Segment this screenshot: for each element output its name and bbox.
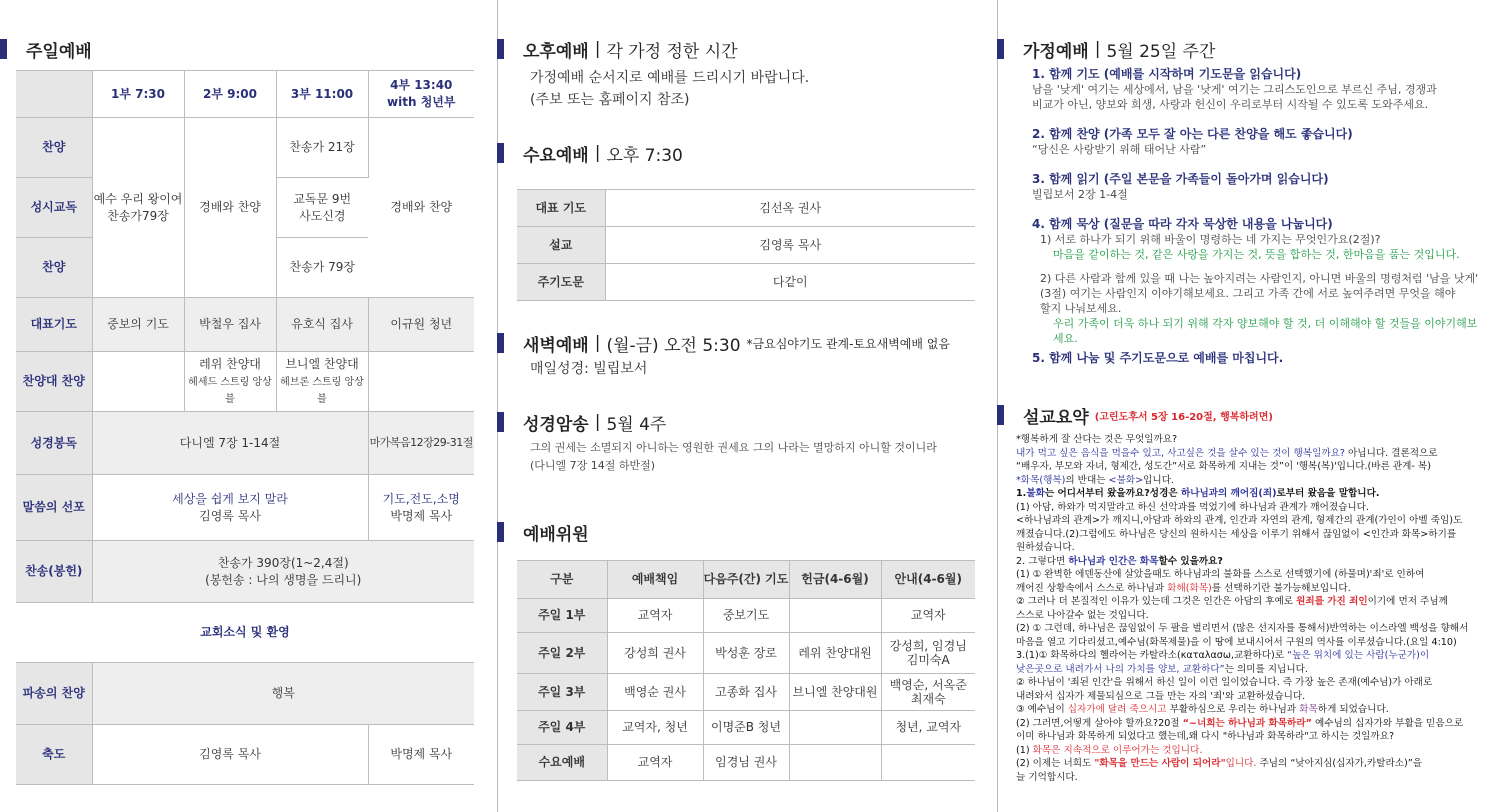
family-step3 bbox=[1032, 172, 1482, 202]
summary-span: 화목 bbox=[1139, 555, 1159, 567]
summary-span: (2) 그러면,어떻게 살아야 할까요?20절 bbox=[1016, 717, 1183, 729]
choir-2-sub: 헤세드 스트링 앙상블 bbox=[188, 376, 272, 405]
s1-praise: 예수 우리 왕이여 찬송가79장 bbox=[92, 118, 184, 298]
section-marker bbox=[0, 39, 7, 59]
summary-span: *화목(행복) bbox=[1016, 474, 1066, 486]
summary-line bbox=[1016, 757, 1476, 771]
summary-span: 주님의 “낮아지심(십자가,카탈라소)”을 bbox=[1256, 758, 1423, 769]
committee-cell: 강성희, 임경님 김미숙A bbox=[881, 633, 975, 674]
section-marker bbox=[997, 39, 1004, 59]
row-label-scripture: 성경봉독 bbox=[16, 412, 92, 475]
prayer-3: 유호식 집사 bbox=[276, 298, 368, 352]
summary-span: 를 선택하기란 불가능해보입니다. bbox=[1211, 582, 1351, 594]
wed-key: 주기도문 bbox=[517, 264, 605, 301]
afternoon-title: 오후예배 bbox=[523, 41, 589, 62]
scripture-4: 마가복음12장29-31절 bbox=[368, 412, 474, 475]
memory-section-title bbox=[497, 410, 666, 434]
choir-2 bbox=[184, 352, 276, 412]
summary-line: (2) ① 그런데, 하나님은 끊임없이 두 팔을 벌리면서 (많은 선지자를 통해서)반역하는 이스라엘 백성을 향해서 bbox=[1016, 623, 1469, 634]
dawn-title: 새벽예배 bbox=[523, 335, 589, 356]
summary-span: <불화> bbox=[1108, 474, 1144, 486]
choir-3-sub: 헤브론 스트링 앙상블 bbox=[280, 376, 364, 405]
summary-span: 입니다. bbox=[1143, 474, 1175, 486]
section-marker bbox=[497, 522, 504, 542]
summary-line: 원하셨습니다. bbox=[1016, 542, 1075, 553]
family-step2 bbox=[1032, 127, 1482, 157]
committee-cell: 주일 3부 bbox=[517, 674, 607, 711]
summary-span: 예수님의 십자가와 부활을 믿음으로 bbox=[1311, 717, 1464, 729]
summary-span: 내가 먹고 싶은 음식을 먹을수 있고, 사고싶은 것을 살수 있는 것이 행복일까요? bbox=[1016, 447, 1345, 459]
choir-3-main: 브니엘 찬양대 bbox=[285, 357, 359, 372]
family-p3: 빌립보서 2장 1-4절 bbox=[1032, 188, 1128, 201]
memory-title: 성경암송 bbox=[523, 414, 589, 435]
title-separator: | bbox=[594, 39, 601, 59]
wednesday-sub: 오후 7:30 bbox=[606, 145, 683, 166]
row-label-praise2: 찬양 bbox=[16, 238, 92, 298]
committee-cell: 레위 찬양대원 bbox=[789, 633, 881, 674]
row-label-hymn: 찬송(봉헌) bbox=[16, 541, 92, 603]
prayer-1: 중보의 기도 bbox=[92, 298, 184, 352]
family-section-title bbox=[997, 37, 1215, 61]
committee-cell bbox=[789, 711, 881, 745]
summary-line: *행복하게 잘 산다는 것은 무엇일까요? bbox=[1016, 434, 1178, 445]
family-q1: 1) 서로 하나가 되기 위해 바울이 명령하는 네 가지는 무엇인가요(2절)? bbox=[1040, 233, 1381, 246]
committee-cell: 백영순, 서옥준 최재숙 bbox=[881, 674, 975, 711]
dawn-section-title bbox=[497, 331, 950, 355]
committee-cell: 주일 1부 bbox=[517, 599, 607, 633]
family-h4: 4. 함께 묵상 (질문을 따라 각자 묵상한 내용을 나눕니다) bbox=[1032, 217, 1333, 231]
committee-title: 예배위원 bbox=[523, 524, 589, 545]
summary-span: 낮은곳으로 내려가서 나의 가치를 양보, 교환하다” bbox=[1016, 663, 1225, 675]
committee-cell: 강성희 권사 bbox=[607, 633, 703, 674]
summary-span: 는 의미를 지닙니다. bbox=[1224, 663, 1308, 675]
section-marker bbox=[497, 412, 504, 432]
committee-cell: 임경님 권사 bbox=[703, 745, 789, 781]
section-marker bbox=[497, 333, 504, 353]
summary-span: 하나님과 인간은 bbox=[1068, 555, 1140, 567]
family-title: 가정예배 bbox=[1023, 41, 1089, 62]
summary-span: 2. 그렇다면 bbox=[1016, 555, 1069, 567]
choir-2-main: 레위 찬양대 bbox=[199, 357, 261, 372]
committee-header: 다음주(간) 기도 bbox=[703, 561, 789, 599]
row-label-prayer: 대표기도 bbox=[16, 298, 92, 352]
summary-line: <하나님과의 관계>가 깨지니,아담과 하와의 관계, 인간과 자연의 관계, 형제간의 관계(가인이 아벨 죽임)도 bbox=[1016, 515, 1463, 526]
dawn-line: 매일성경: 빌립보서 bbox=[530, 361, 648, 377]
committee-cell bbox=[789, 599, 881, 633]
sermon-preacher: 김영록 목사 bbox=[199, 508, 261, 523]
summary-line: ② 하나님이 '죄된 인간'을 위해서 하신 일이 이런 일이었습니다. 즉 가장 높은 존재(예수님)가 아래로 bbox=[1016, 677, 1433, 688]
memory-text bbox=[530, 439, 937, 475]
summary-span: 의 반대는 bbox=[1065, 474, 1109, 486]
committee-cell: 청년, 교역자 bbox=[881, 711, 975, 745]
row-label-sending: 파송의 찬양 bbox=[16, 663, 92, 725]
choir-3 bbox=[276, 352, 368, 412]
prayer-2: 박철우 집사 bbox=[184, 298, 276, 352]
summary-span: 입니다. bbox=[1225, 758, 1257, 769]
title-separator: | bbox=[594, 143, 601, 163]
afternoon-section-title bbox=[497, 37, 738, 61]
family-a2: 우리 가족이 더욱 하나 되기 위해 각자 양보해야 할 것, 더 이해해야 할 것들을 이야기해보세요. bbox=[1053, 317, 1478, 345]
family-a1: 마음을 같이하는 것, 같은 사랑을 가지는 것, 뜻을 합하는 것, 한마음을 품는 것입니다. bbox=[1053, 248, 1460, 261]
dawn-note: *금요심야기도 관계-토요새벽예배 없음 bbox=[746, 336, 950, 351]
section-marker bbox=[997, 405, 1004, 425]
summary-span: 할수 있을까요? bbox=[1158, 555, 1223, 567]
church-news: 교회소식 및 환영 bbox=[16, 603, 474, 663]
family-sub: 5월 25일 주간 bbox=[1106, 41, 1216, 62]
s3-praise1: 찬송가 21장 bbox=[276, 118, 368, 178]
sermon-title: 세상을 쉽게 보지 말라 bbox=[172, 491, 288, 506]
summary-span: “~너희는 하나님과 화목하라” bbox=[1182, 717, 1312, 729]
summary-span: 십자가에 달려 죽으시고 bbox=[1067, 704, 1167, 715]
summary-span: 화목은 지속적으로 이루어가는 것입니다. bbox=[1032, 744, 1203, 756]
committee-header: 안내(4-6월) bbox=[881, 561, 975, 599]
summary-span: 깨어진 상황속에서 스스로 하나님과 bbox=[1016, 582, 1168, 594]
summary-line bbox=[1016, 649, 1476, 663]
summary-line bbox=[1016, 744, 1476, 758]
summary-line bbox=[1016, 487, 1476, 501]
title-separator: | bbox=[594, 412, 601, 432]
row-label-praise: 찬양 bbox=[16, 118, 92, 178]
s3-catechism: 교독문 9번 사도신경 bbox=[276, 178, 368, 238]
row-label-choir: 찬양대 찬양 bbox=[16, 352, 92, 412]
committee-cell: 교역자, 청년 bbox=[607, 711, 703, 745]
summary-span: 하나님과의 깨어짐(죄) bbox=[1180, 488, 1277, 499]
summary-line bbox=[1016, 595, 1476, 609]
summary-span: 불화 bbox=[1026, 488, 1045, 499]
sermon-summary-body bbox=[1016, 433, 1476, 784]
summary-line bbox=[1016, 555, 1476, 569]
committee-cell: 주일 2부 bbox=[517, 633, 607, 674]
prayer-4: 이규원 청년 bbox=[368, 298, 474, 352]
committee-cell: 중보기도 bbox=[703, 599, 789, 633]
sermon4-title: 기도,전도,소명 bbox=[382, 491, 460, 506]
family-q2: 2) 다른 사람과 함께 있을 때 나는 높아지려는 사람인지, 아니면 바울의 명령처럼 '남을 낫게' (3절) 여기는 사람인지 이야기해보세요. 그리고 가족 간에 서로 높여주려면 무엇을 해야 할지 나눠보세요. bbox=[1040, 272, 1479, 315]
sunday-section-title bbox=[0, 37, 92, 61]
summary-line bbox=[1016, 717, 1476, 731]
family-h5: 5. 함께 나눔 및 주기도문으로 예배를 마칩니다. bbox=[1032, 351, 1284, 365]
committee-cell: 고종화 집사 bbox=[703, 674, 789, 711]
afternoon-line2: (주보 또는 홈페이지 참조) bbox=[530, 92, 690, 108]
s4-praise: 경배와 찬양 bbox=[368, 118, 474, 298]
committee-cell: 교역자 bbox=[607, 599, 703, 633]
summary-line: (1) 아담, 하와가 먹지말라고 하신 선악과를 먹었기에 하나님과 관계가 깨어졌습니다. bbox=[1016, 501, 1369, 513]
summary-line: “배우자, 부모와 자녀, 형제간, 성도간”서로 화목하게 지내는 것”이 '행복(복)'입니다.(바른 관계- 복) bbox=[1016, 461, 1431, 472]
summary-line: 스스로 나아갈수 없는 것입니다. bbox=[1016, 609, 1149, 621]
summary-line bbox=[1016, 474, 1476, 488]
column-divider-1 bbox=[497, 0, 498, 812]
row-label-benediction: 축도 bbox=[16, 725, 92, 785]
committee-header: 예배책임 bbox=[607, 561, 703, 599]
summary-span: 로부터 왔음을 말합니다. bbox=[1276, 488, 1380, 499]
summary-line: 늘 기억합시다. bbox=[1016, 771, 1078, 783]
summary-span: 하게 되었습니다. bbox=[1317, 704, 1389, 715]
header-corner bbox=[16, 71, 92, 118]
committee-cell: 박성훈 장로 bbox=[703, 633, 789, 674]
scripture-main: 다니엘 7장 1-14절 bbox=[92, 412, 368, 475]
hymn-line1: 찬송가 390장(1~2,4절) bbox=[217, 555, 349, 570]
family-h1: 1. 함께 기도 (예배를 시작하며 기도문을 읽습니다) bbox=[1032, 67, 1302, 81]
summary-title: 설교요약 bbox=[1023, 407, 1089, 428]
wednesday-title: 수요예배 bbox=[523, 145, 589, 166]
summary-span: 아닙니다. 결론적으로 bbox=[1344, 447, 1438, 459]
benediction-main: 김영록 목사 bbox=[92, 725, 368, 785]
committee-header: 구분 bbox=[517, 561, 607, 599]
wednesday-section-title bbox=[497, 141, 683, 165]
committee-cell: 백영순 권사 bbox=[607, 674, 703, 711]
summary-line bbox=[1016, 582, 1476, 596]
committee-cell bbox=[881, 745, 975, 781]
summary-span: ② 그러나 더 본질적인 이유가 있는데 그것은 인간은 아담의 후예로 bbox=[1016, 596, 1297, 607]
afternoon-sub: 각 가정 정한 시간 bbox=[606, 41, 738, 62]
summary-line bbox=[1016, 703, 1476, 717]
wednesday-table bbox=[517, 189, 975, 301]
choir-4 bbox=[368, 352, 474, 412]
family-p2: “당신은 사랑받기 위해 태어난 사람” bbox=[1032, 143, 1207, 156]
section-marker bbox=[497, 143, 504, 163]
summary-line: (1) ① 완벽한 에덴동산에 살았을때도 하나님과의 불화를 스스로 선택했기에 (하물며)'죄'로 인하여 bbox=[1016, 569, 1425, 580]
s3-praise2: 찬송가 79장 bbox=[276, 238, 368, 298]
col-header-1: 1부 7:30 bbox=[92, 71, 184, 118]
committee-cell: 수요예배 bbox=[517, 745, 607, 781]
summary-line: 이미 하나님과 화목하게 되었다고 했는데,왜 다시 "하나님과 화목하라"고 하시는 것일까요? bbox=[1016, 731, 1395, 742]
summary-line bbox=[1016, 663, 1476, 677]
sermon4-preacher: 박명제 목사 bbox=[390, 508, 453, 523]
summary-section-title bbox=[997, 403, 1273, 427]
afternoon-line1: 가정예배 순서지로 예배를 드리시기 바랍니다. bbox=[530, 70, 810, 86]
summary-span: 이기에 먼저 주님께 bbox=[1367, 596, 1448, 607]
summary-span: 는 어디서부터 왔을까요?성경은 bbox=[1044, 488, 1181, 499]
title-separator: | bbox=[594, 333, 601, 353]
sending-hymn: 행복 bbox=[92, 663, 474, 725]
summary-span: (1) bbox=[1016, 744, 1033, 756]
choir-1 bbox=[92, 352, 184, 412]
summary-sub: (고린도후서 5장 16-20절, 행복하려면) bbox=[1094, 411, 1273, 423]
section-marker bbox=[497, 39, 504, 59]
col-header-4: 4부 13:40 with 청년부 bbox=[368, 71, 474, 118]
memory-ref: (다니엘 7장 14절 하반절) bbox=[530, 459, 656, 472]
summary-span: 원죄를 가진 죄인 bbox=[1296, 596, 1368, 607]
wed-key: 대표 기도 bbox=[517, 190, 605, 227]
summary-line: 마음을 열고 기다리셨고,예수님(화목제물)을 이 땅에 보내시어서 구원의 역사를 이루셨습니다.(요일 4:10) bbox=[1016, 636, 1457, 648]
row-label-catechism: 성시교독 bbox=[16, 178, 92, 238]
col-header-2: 2부 9:00 bbox=[184, 71, 276, 118]
summary-span: 부활하심으로 우리는 하나님과 bbox=[1166, 704, 1300, 715]
summary-span: 3.(1)① 화목하다의 헬라어는 카탈라소(καταλασω,교환하다)로 bbox=[1016, 650, 1288, 661]
benediction-4: 박명제 목사 bbox=[368, 725, 474, 785]
family-step1 bbox=[1032, 67, 1482, 112]
committee-table bbox=[517, 560, 975, 781]
summary-span: ③ 예수님이 bbox=[1016, 704, 1068, 715]
wed-val: 김선옥 권사 bbox=[605, 190, 975, 227]
summary-span: "화목을 만드는 사람이 되어라" bbox=[1094, 758, 1226, 769]
sunday-title: 주일예배 bbox=[26, 41, 92, 62]
sunday-service-table bbox=[16, 70, 474, 785]
wed-val: 다같이 bbox=[605, 264, 975, 301]
committee-cell bbox=[789, 745, 881, 781]
wed-key: 설교 bbox=[517, 227, 605, 264]
hymn bbox=[92, 541, 474, 603]
family-p1: 남을 '낮게' 여기는 세상에서, 남을 '낫게' 여기는 그리스도인으로 부르신 주님, 경쟁과 비교가 아닌, 양보와 희생, 사랑과 헌신이 우리로부터 시작될 수 있도록 도와주세요. bbox=[1032, 83, 1437, 111]
summary-span: (2) 이제는 너희도 bbox=[1016, 758, 1095, 769]
memory-sub: 5월 4주 bbox=[606, 414, 667, 435]
summary-line bbox=[1016, 447, 1476, 461]
hymn-line2: (봉헌송 : 나의 생명을 드리니) bbox=[205, 572, 362, 587]
committee-header: 헌금(4-6월) bbox=[789, 561, 881, 599]
summary-span: “높은 위치에 있는 사람(누군가)이 bbox=[1287, 650, 1430, 661]
family-h3: 3. 함께 읽기 (주일 본문을 가족들이 돌아가며 읽습니다) bbox=[1032, 172, 1329, 186]
row-label-sermon: 말씀의 선포 bbox=[16, 475, 92, 541]
summary-line: 깨졌습니다.(2)그럼에도 하나님은 당신의 원하시는 세상을 이루기 위해서 끊임없이 <인간과 화목>하기를 bbox=[1016, 528, 1457, 540]
col-header-3: 3부 11:00 bbox=[276, 71, 368, 118]
summary-line: 내려와서 십자가 제물되심으로 그들 만는 자의 '죄'와 교환하셨습니다. bbox=[1016, 690, 1306, 702]
memory-verse: 그의 권세는 소멸되지 아니하는 영원한 권세요 그의 나라는 멸망하지 아니할 것이니라 bbox=[530, 441, 937, 454]
committee-cell: 브니엘 찬양대원 bbox=[789, 674, 881, 711]
title-separator: | bbox=[1094, 39, 1101, 59]
family-h2: 2. 함께 찬양 (가족 모두 잘 아는 다른 찬양을 해도 좋습니다) bbox=[1032, 127, 1353, 141]
committee-cell: 교역자 bbox=[881, 599, 975, 633]
committee-cell: 이명준B 청년 bbox=[703, 711, 789, 745]
family-step5 bbox=[1032, 351, 1482, 366]
s2-praise: 경배와 찬양 bbox=[184, 118, 276, 298]
sermon-4 bbox=[368, 475, 474, 541]
dawn-sub: (월-금) 오전 5:30 bbox=[606, 335, 741, 356]
sermon-main bbox=[92, 475, 368, 541]
summary-span: 화해(화목) bbox=[1167, 582, 1212, 594]
wed-val: 김영록 목사 bbox=[605, 227, 975, 264]
afternoon-text bbox=[530, 67, 809, 111]
summary-span: 화목 bbox=[1299, 704, 1318, 715]
summary-span: 1. bbox=[1016, 488, 1027, 499]
committee-cell: 주일 4부 bbox=[517, 711, 607, 745]
family-step4 bbox=[1032, 217, 1482, 346]
committee-cell: 교역자 bbox=[607, 745, 703, 781]
committee-section-title bbox=[497, 520, 589, 544]
